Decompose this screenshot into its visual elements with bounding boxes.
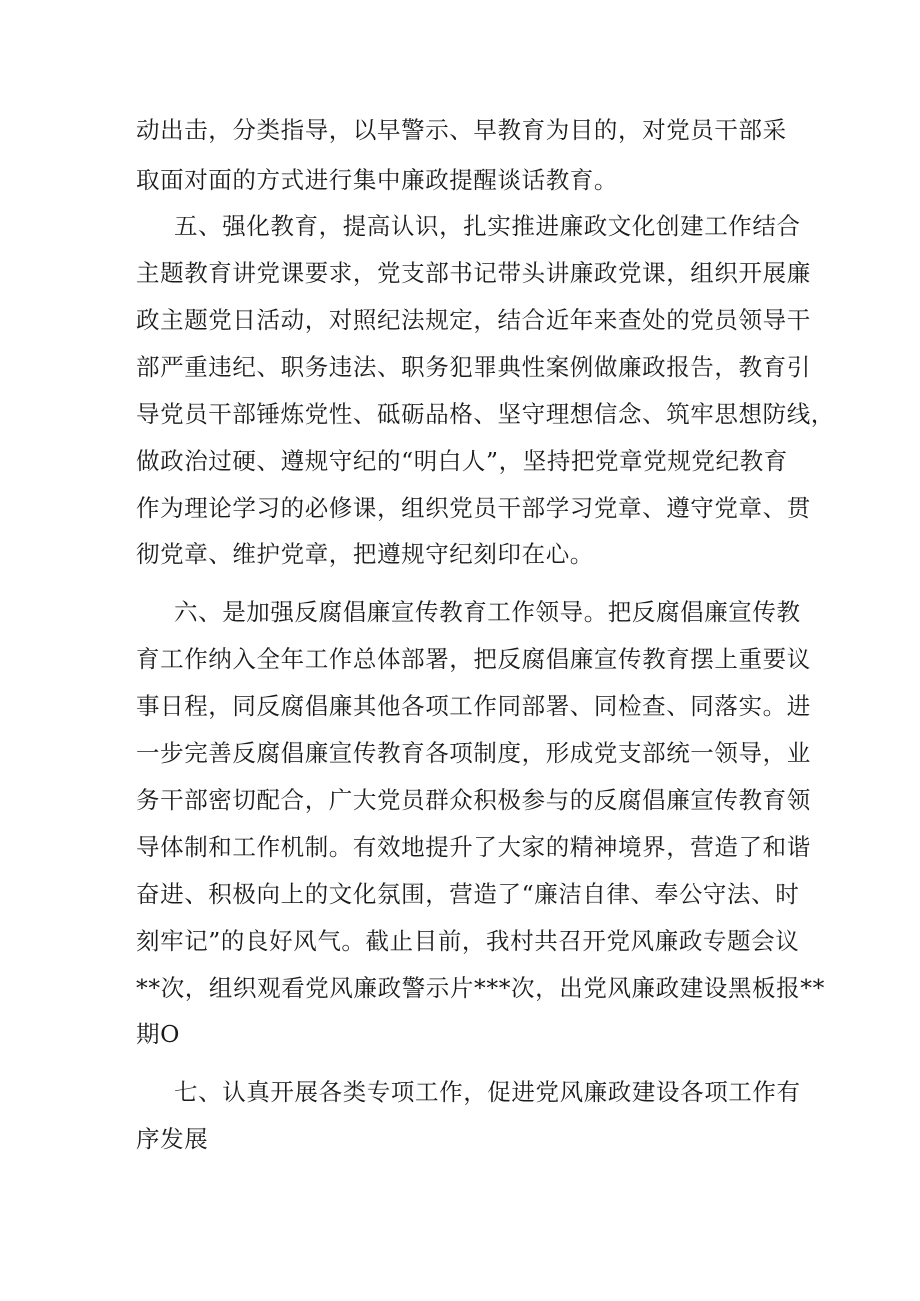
paragraph-5-line-3: 政主题党日活动，对照纪法规定，结合近年来查处的党员领导干	[136, 306, 811, 334]
paragraph-5-line-6: 做政治过硬、遵规守纪的“明白人”，坚持把党章党规党纪教育	[136, 447, 788, 475]
paragraph-6-line-6: 导体制和工作机制。有效地提升了大家的精神境界，营造了和谐	[136, 833, 811, 861]
paragraph-6-line-9: **次，组织观看党风廉政警示片***次，出党风廉政建设黑板报**	[136, 974, 825, 1002]
paragraph-5-line-5: 导党员干部锤炼党性、砥砺品格、坚守理想信念、筑牢思想防线，	[136, 400, 835, 428]
paragraph-6-line-4: 一步完善反腐倡廉宣传教育各项制度，形成党支部统一领导，业	[136, 739, 811, 767]
paragraph-6-line-10: 期O	[136, 1020, 180, 1048]
text-line-1: 动出击，分类指导，以早警示、早教育为目的，对党员干部采	[136, 116, 787, 144]
paragraph-6-line-1: 六、是加强反腐倡廉宣传教育工作领导。把反腐倡廉宣传教	[174, 598, 801, 626]
paragraph-6-line-2: 育工作纳入全年工作总体部署，把反腐倡廉宣传教育摆上重要议	[136, 645, 811, 673]
paragraph-5-line-8: 彻党章、维护党章，把遵规守纪刻印在心。	[136, 540, 594, 568]
paragraph-7-line-2: 序发展	[136, 1125, 209, 1153]
paragraph-5-line-4: 部严重违纪、职务违法、职务犯罪典性案例做廉政报告，教育引	[136, 353, 811, 381]
paragraph-6-line-8: 刻牢记”的良好风气。截止目前，我村共召开党风廉政专题会议	[136, 927, 800, 955]
paragraph-6-line-5: 务干部密切配合，广大党员群众积极参与的反腐倡廉宣传教育领	[136, 786, 811, 814]
paragraph-6-line-3: 事日程，同反腐倡廉其他各项工作同部署、同检查、同落实。进	[136, 692, 811, 720]
paragraph-7-line-1: 七、认真开展各类专项工作，促进党风廉政建设各项工作有	[174, 1078, 801, 1106]
paragraph-5-line-7: 作为理论学习的必修课，组织党员干部学习党章、遵守党章、贯	[136, 494, 811, 522]
paragraph-6-line-7: 奋进、积极向上的文化氛围，营造了“廉洁自律、奉公守法、时	[136, 880, 800, 908]
paragraph-5-line-1: 五、强化教育，提高认识，扎实推进廉政文化创建工作结合	[174, 212, 801, 240]
paragraph-5-line-2: 主题教育讲党课要求，党支部书记带头讲廉政党课，组织开展廉	[136, 259, 811, 287]
text-line-2: 取面对面的方式进行集中廉政提醒谈话教育。	[136, 166, 618, 194]
